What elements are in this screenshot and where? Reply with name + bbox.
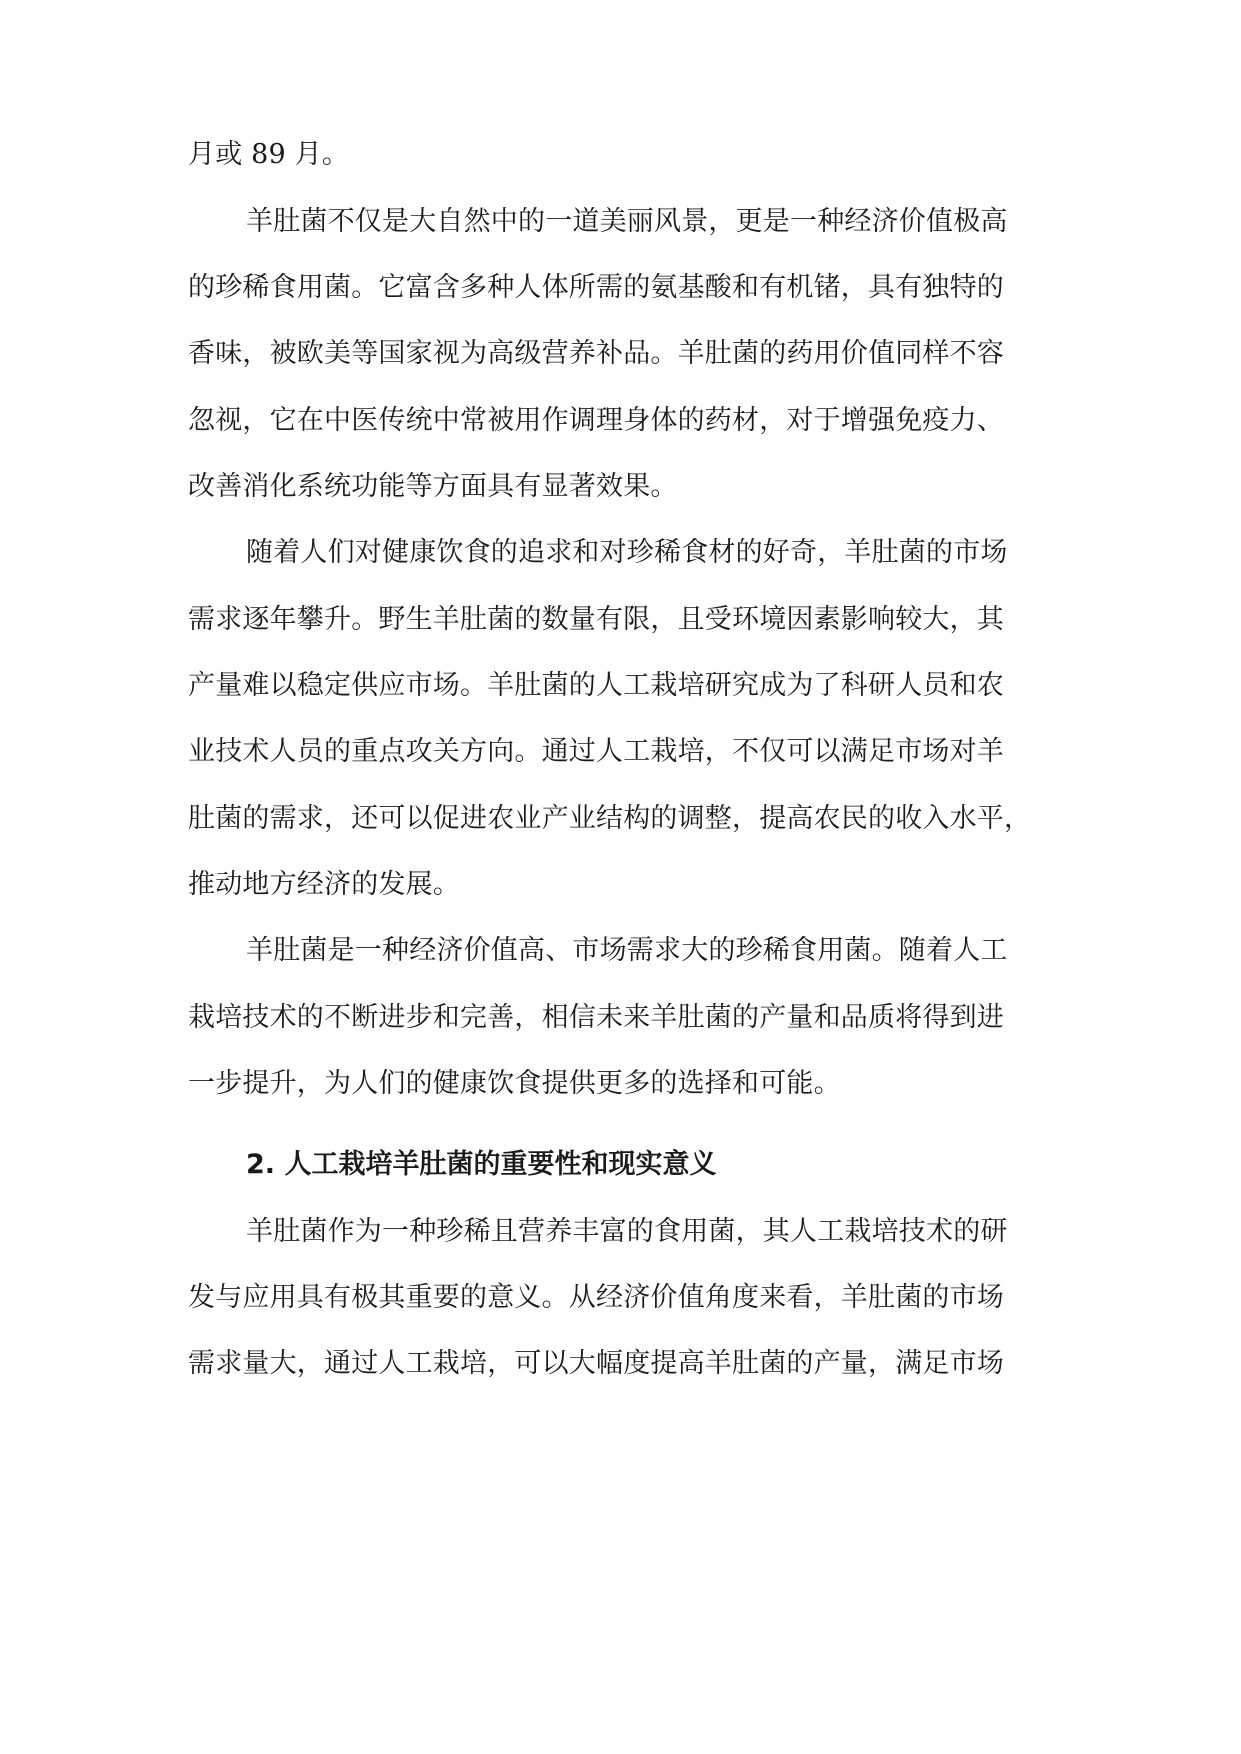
text-line: 的珍稀食用菌。它富含多种人体所需的氨基酸和有机锗，具有独特的 [188, 272, 1004, 303]
text-line: 香味，被欧美等国家视为高级营养补品。羊肚菌的药用价值同样不容 [188, 338, 1004, 369]
section-heading: 2. 人工栽培羊肚菌的重要性和现实意义 [246, 1149, 717, 1180]
text-line: 忽视，它在中医传统中常被用作调理身体的药材，对于增强免疫力、 [188, 405, 1004, 436]
paragraph-first-line: 羊肚菌不仅是大自然中的一道美丽风景，更是一种经济价值极高 [246, 206, 1008, 237]
text-line: 推动地方经济的发展。 [188, 869, 460, 900]
paragraph-first-line: 羊肚菌是一种经济价值高、市场需求大的珍稀食用菌。随着人工 [246, 935, 1008, 966]
text-line: 改善消化系统功能等方面具有显著效果。 [188, 471, 678, 502]
text-line: 需求量大，通过人工栽培，可以大幅度提高羊肚菌的产量，满足市场 [188, 1348, 1004, 1379]
paragraph-first-line: 随着人们对健康饮食的追求和对珍稀食材的好奇，羊肚菌的市场 [246, 537, 1008, 568]
text-line: 业技术人员的重点攻关方向。通过人工栽培，不仅可以满足市场对羊 [188, 736, 1004, 767]
text-line: 肚菌的需求，还可以促进农业产业结构的调整，提高农民的收入水平， [188, 803, 1032, 834]
text-line: 产量难以稳定供应市场。羊肚菌的人工栽培研究成为了科研人员和农 [188, 670, 1004, 701]
text-line: 一步提升，为人们的健康饮食提供更多的选择和可能。 [188, 1068, 841, 1099]
text-line: 栽培技术的不断进步和完善，相信未来羊肚菌的产量和品质将得到进 [188, 1002, 1004, 1033]
paragraph-first-line: 羊肚菌作为一种珍稀且营养丰富的食用菌，其人工栽培技术的研 [246, 1216, 1008, 1247]
text-line: 月或 89 月。 [188, 139, 350, 170]
text-line: 发与应用具有极其重要的意义。从经济价值角度来看，羊肚菌的市场 [188, 1282, 1004, 1313]
text-line: 需求逐年攀升。野生羊肚菌的数量有限，且受环境因素影响较大，其 [188, 604, 1004, 635]
